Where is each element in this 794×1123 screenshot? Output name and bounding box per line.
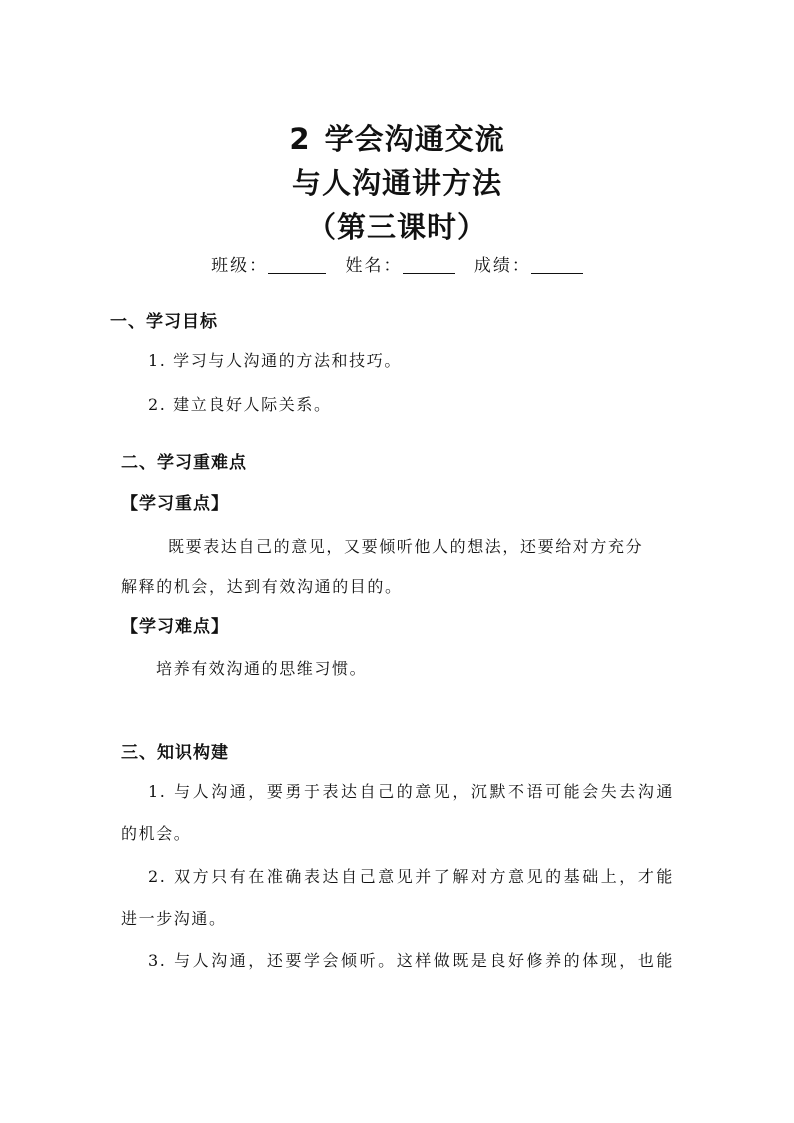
difficulty-text: 培养有效沟通的思维习惯。	[156, 659, 368, 678]
section-3-item-2-line-2: 进一步沟通。	[121, 909, 227, 928]
focus-text-line-2: 解释的机会，达到有效沟通的目的。	[121, 577, 403, 596]
student-info-row	[0, 252, 794, 280]
section-3-item-2-line-1: 2. 双方只有在准确表达自己意见并了解对方意见的基础上，才能	[148, 867, 674, 886]
lesson-number: 2	[289, 122, 311, 156]
section-1-item-2: 2. 建立良好人际关系。	[148, 395, 332, 414]
title-line-1	[0, 117, 794, 161]
score-blank[interactable]	[531, 255, 583, 274]
section-3-item-1-line-1: 1. 与人沟通，要勇于表达自己的意见，沉默不语可能会失去沟通	[148, 782, 674, 801]
focus-label: 【学习重点】	[121, 494, 229, 514]
section-3-item-1-line-2: 的机会。	[121, 824, 192, 843]
section-2-heading: 二、学习重难点	[121, 453, 247, 473]
class-label: 班级：	[211, 256, 269, 276]
score-label: 成绩：	[473, 256, 531, 276]
score-field	[474, 252, 583, 280]
section-1-heading: 一、学习目标	[110, 312, 218, 332]
class-blank[interactable]	[268, 255, 326, 274]
name-blank[interactable]	[403, 255, 455, 274]
difficulty-label: 【学习难点】	[121, 617, 229, 637]
section-3-heading: 三、知识构建	[121, 743, 229, 763]
lesson-title: 学会沟通交流	[324, 122, 505, 156]
name-field	[346, 252, 469, 280]
class-field	[211, 252, 340, 280]
name-label: 姓名：	[345, 256, 403, 276]
focus-text-line-1: 既要表达自己的意见，又要倾听他人的想法，还要给对方充分	[168, 537, 644, 556]
section-3-item-3-line-1: 3. 与人沟通，还要学会倾听。这样做既是良好修养的体现，也能	[148, 951, 674, 970]
title-line-2: 与人沟通讲方法	[291, 166, 502, 200]
section-1-item-1: 1. 学习与人沟通的方法和技巧。	[148, 351, 402, 370]
title-line-3: （第三课时）	[306, 210, 487, 244]
title-block	[0, 117, 794, 249]
